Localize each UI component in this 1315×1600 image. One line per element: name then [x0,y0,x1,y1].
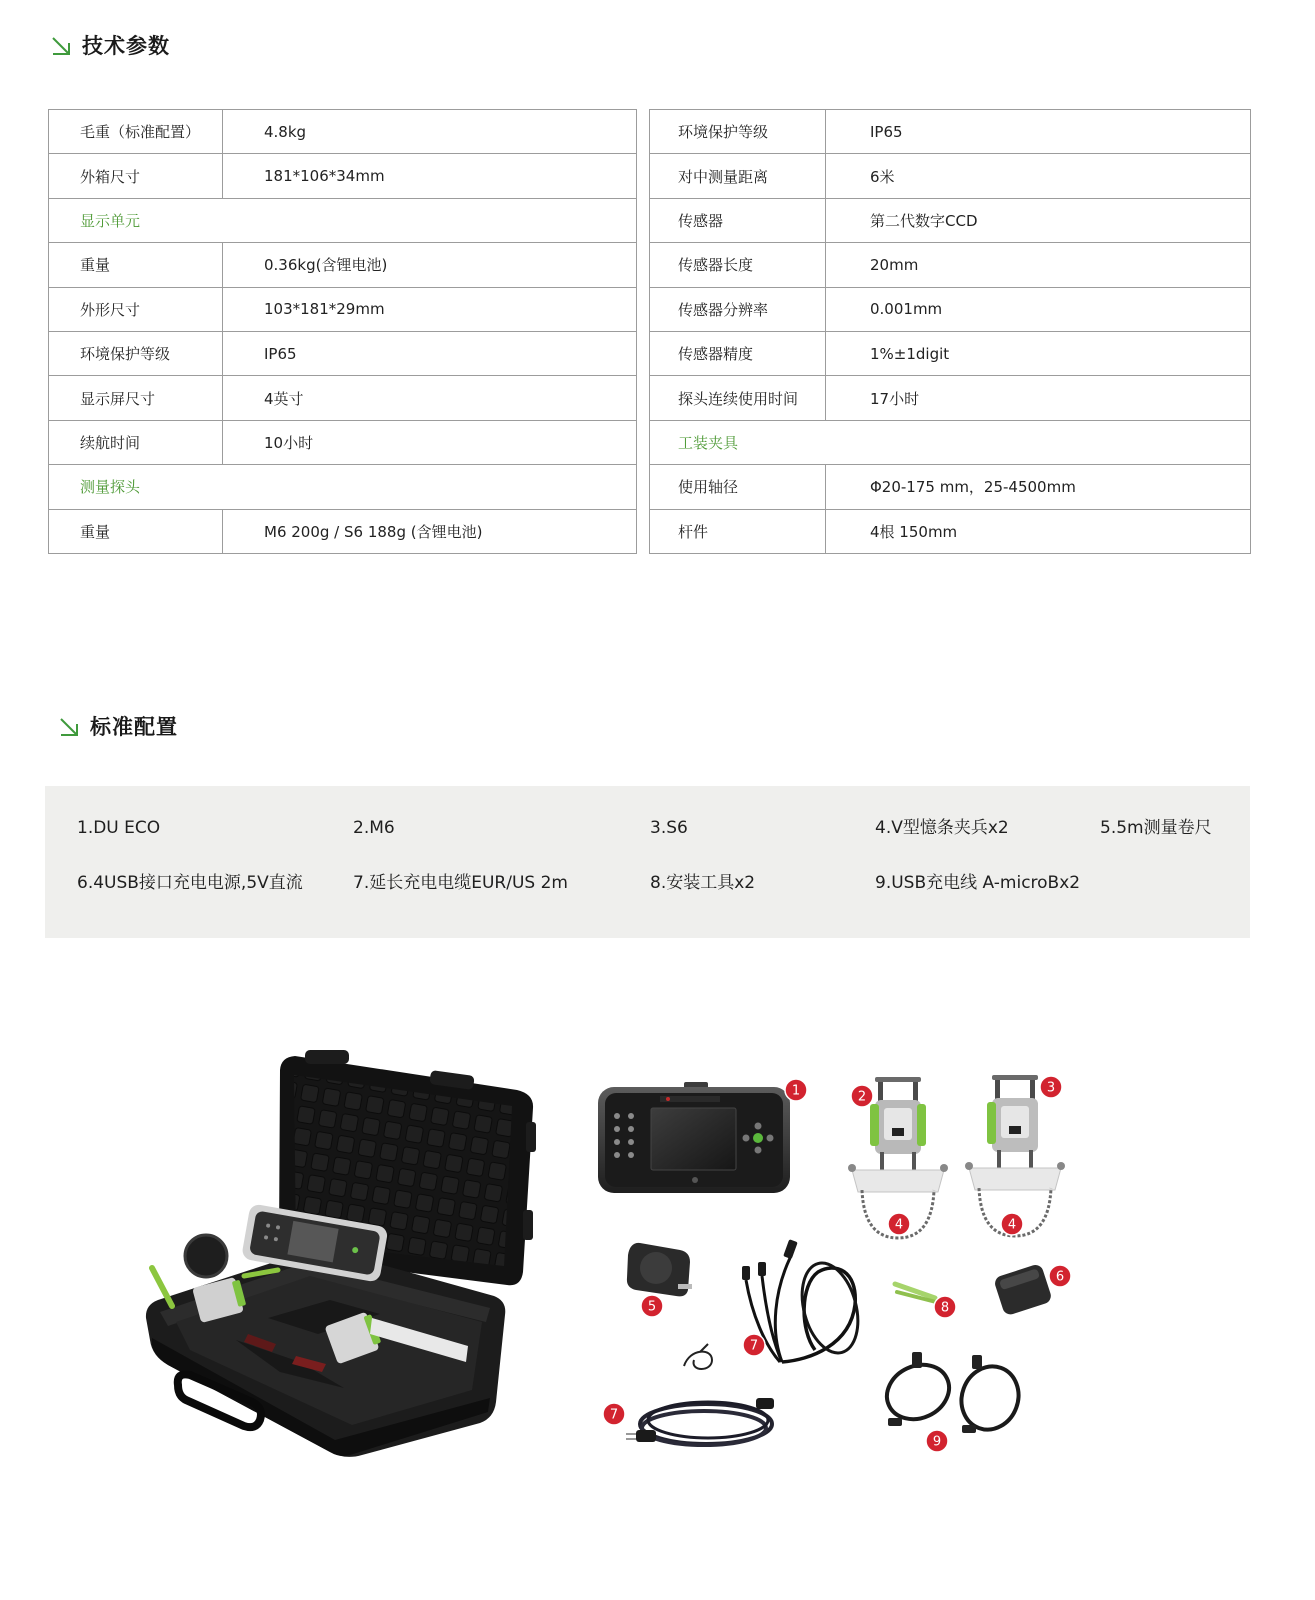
arrow-down-right-icon-path [53,38,69,54]
sensor-stem [912,1152,916,1172]
du-key [628,1113,634,1119]
bracket-knob [940,1164,948,1172]
spec-group-row [49,465,636,509]
du-key [614,1126,620,1132]
badge-number: 6 [1055,1269,1065,1285]
spec-value: 6米 [870,167,895,186]
du-key [614,1139,620,1145]
config-panel [45,786,1250,938]
badge-number: 7 [609,1407,619,1423]
spec-label: 传感器 [650,199,826,242]
spec-row [49,376,636,420]
bracket-knob [1057,1162,1065,1170]
display-unit-image [598,1082,790,1193]
specs-section-header [50,31,170,61]
arrow-down-right-icon [50,35,72,57]
spec-label: 环境保护等级 [49,332,223,375]
sensor-rod-cap [875,1077,921,1082]
spec-row [49,154,636,198]
usb-cables-image [878,1352,1027,1438]
tape-tip [678,1284,692,1289]
number-badge [1040,1076,1062,1098]
number-badge [785,1079,807,1101]
badge-number: 8 [940,1300,950,1316]
spec-row [49,332,636,376]
spec-label: 探头连续使用时间 [650,376,826,419]
tape-measure-image [627,1243,692,1296]
config-item: 4.V型憶条夹兵x2 [875,818,1009,838]
du-key [614,1113,620,1119]
config-item: 1.DU ECO [77,818,161,838]
spec-value: 4.8kg [264,122,307,141]
case-tape-measure [185,1235,227,1277]
sensor-s6-image [965,1075,1065,1236]
sensor-stem [997,1150,1001,1170]
config-section-title: 标准配置 [90,715,178,739]
arrow-down-right-icon [58,716,80,738]
badge-number: 5 [647,1299,657,1315]
spec-label: 传感器分辨率 [650,288,826,331]
spec-group-row [49,199,636,243]
usb-plug [888,1418,902,1426]
sensor-stem [1029,1150,1033,1170]
config-item: 7.延长充电电缆EUR/US 2m [353,873,568,893]
spec-value: 0.36kg(含锂电池) [264,256,388,275]
number-badge [1049,1265,1071,1287]
spec-table-right [649,109,1251,554]
v-bracket [852,1170,944,1192]
arrow-down-right-icon-path [61,719,77,735]
du-nav-key [767,1135,774,1142]
du-screen [651,1108,736,1170]
spec-row [650,465,1250,509]
du-logo-dot [666,1097,670,1101]
sensor-green-side [917,1104,926,1146]
sensor-window [1009,1126,1021,1134]
spec-label: 续航时间 [49,421,223,464]
cable-plug [758,1262,766,1276]
spec-table-left [48,109,637,554]
cable-coil [642,1411,766,1445]
badge-number: 1 [791,1083,801,1099]
power-connector [756,1398,774,1409]
cable-coil [648,1402,768,1438]
badge-number: 2 [857,1089,867,1105]
spec-value: 10小时 [264,433,314,452]
spec-group-label: 显示单元 [80,211,141,230]
sensor-stem [880,1152,884,1172]
bracket-knob [965,1162,973,1170]
usb-plug [972,1355,982,1369]
case-lid-latch [526,1122,536,1152]
bracket-knob [848,1164,856,1172]
spec-label: 显示屏尺寸 [49,376,223,419]
spec-value: 第二代数字CCD [870,211,978,230]
spec-row [650,154,1250,198]
sensor-green-side [987,1102,996,1144]
product-kit-figure [0,1040,1315,1480]
spec-row [49,421,636,465]
spec-value: Φ20-175 mm，25-4500mm [870,478,1076,497]
badge-number: 4 [894,1217,904,1233]
charger-body [993,1263,1053,1316]
du-key [628,1139,634,1145]
usb-plug [912,1352,922,1368]
badge-number: 3 [1046,1080,1056,1096]
case-lid-latch [305,1050,349,1064]
cable-plug [742,1266,750,1280]
spec-label: 使用轴径 [650,465,826,508]
number-badge [851,1085,873,1107]
config-section-header [58,712,178,742]
number-badge [888,1213,910,1235]
du-nav-ok [753,1133,763,1143]
badge-number: 4 [1007,1217,1017,1233]
spec-value: IP65 [870,122,903,141]
case-lid-latch [523,1210,533,1240]
du-nav-key [755,1147,762,1154]
spec-value: IP65 [264,344,297,363]
config-item: 3.S6 [650,818,688,838]
spec-value: 103*181*29mm [264,300,385,319]
config-item: 5.5m测量卷尺 [1100,818,1212,838]
cable-plug [783,1239,798,1259]
spec-value: 181*106*34mm [264,167,385,186]
spec-row [650,288,1250,332]
spec-row [49,510,636,554]
spec-row [650,199,1250,243]
config-item: 2.M6 [353,818,395,838]
spec-label: 毛重（标准配置） [49,110,223,153]
spec-row [650,243,1250,287]
spec-row [650,510,1250,554]
usb-plug [962,1425,976,1433]
carrying-case-image [146,1050,536,1457]
badge-number: 9 [932,1434,942,1450]
installation-tools-image [895,1284,936,1302]
spec-label: 外箱尺寸 [49,154,223,197]
spec-value: 4英寸 [264,389,304,408]
du-nav-key [755,1123,762,1130]
spec-label: 重量 [49,243,223,286]
sensor-rod-cap [992,1075,1038,1080]
config-item: 8.安装工具x2 [650,873,756,893]
power-cable-image [626,1344,774,1445]
spec-row [49,288,636,332]
du-key [614,1152,620,1158]
spec-value: 20mm [870,255,919,274]
spec-label: 传感器长度 [650,243,826,286]
config-item: 6.4USB接口充电电源,5V直流 [77,873,303,893]
du-nav-key [743,1135,750,1142]
number-badge [603,1403,625,1425]
spec-row [49,243,636,287]
number-badge [1001,1213,1023,1235]
spec-label: 对中测量距离 [650,154,826,197]
tape-hub [640,1252,672,1284]
config-item: 9.USB充电线 A-microBx2 [875,873,1081,893]
spec-group-row [650,421,1250,465]
specs-section-title: 技术参数 [82,34,170,58]
spec-value: M6 200g / S6 188g (含锂电池) [264,522,483,541]
sensor-window [892,1128,904,1136]
spec-value: 4根 150mm [870,522,958,541]
cable-loop [782,1268,855,1362]
spec-group-label: 测量探头 [80,478,141,497]
spec-row [650,110,1250,154]
power-plug [636,1430,656,1442]
du-power-key [692,1177,698,1183]
spec-label: 传感器精度 [650,332,826,375]
number-badge [743,1334,765,1356]
spec-value: 0.001mm [870,300,943,319]
spec-value: 17小时 [870,389,920,408]
number-badge [934,1296,956,1318]
du-key [628,1126,634,1132]
spec-row [650,332,1250,376]
sensor-green-side [870,1104,879,1146]
spec-group-label: 工装夹具 [678,433,739,452]
spec-label: 环境保护等级 [650,110,826,153]
usb-charger-image [993,1263,1053,1316]
spec-row [650,376,1250,420]
cable-small-coil [684,1352,712,1369]
du-key [628,1152,634,1158]
number-badge [641,1295,663,1317]
spec-label: 杆件 [650,510,826,553]
spec-label: 重量 [49,510,223,553]
badge-number: 7 [749,1338,759,1354]
v-bracket [969,1168,1061,1190]
spec-row [49,110,636,154]
spec-value: 1%±1digit [870,344,950,363]
spec-label: 外形尺寸 [49,288,223,331]
number-badge [926,1430,948,1452]
